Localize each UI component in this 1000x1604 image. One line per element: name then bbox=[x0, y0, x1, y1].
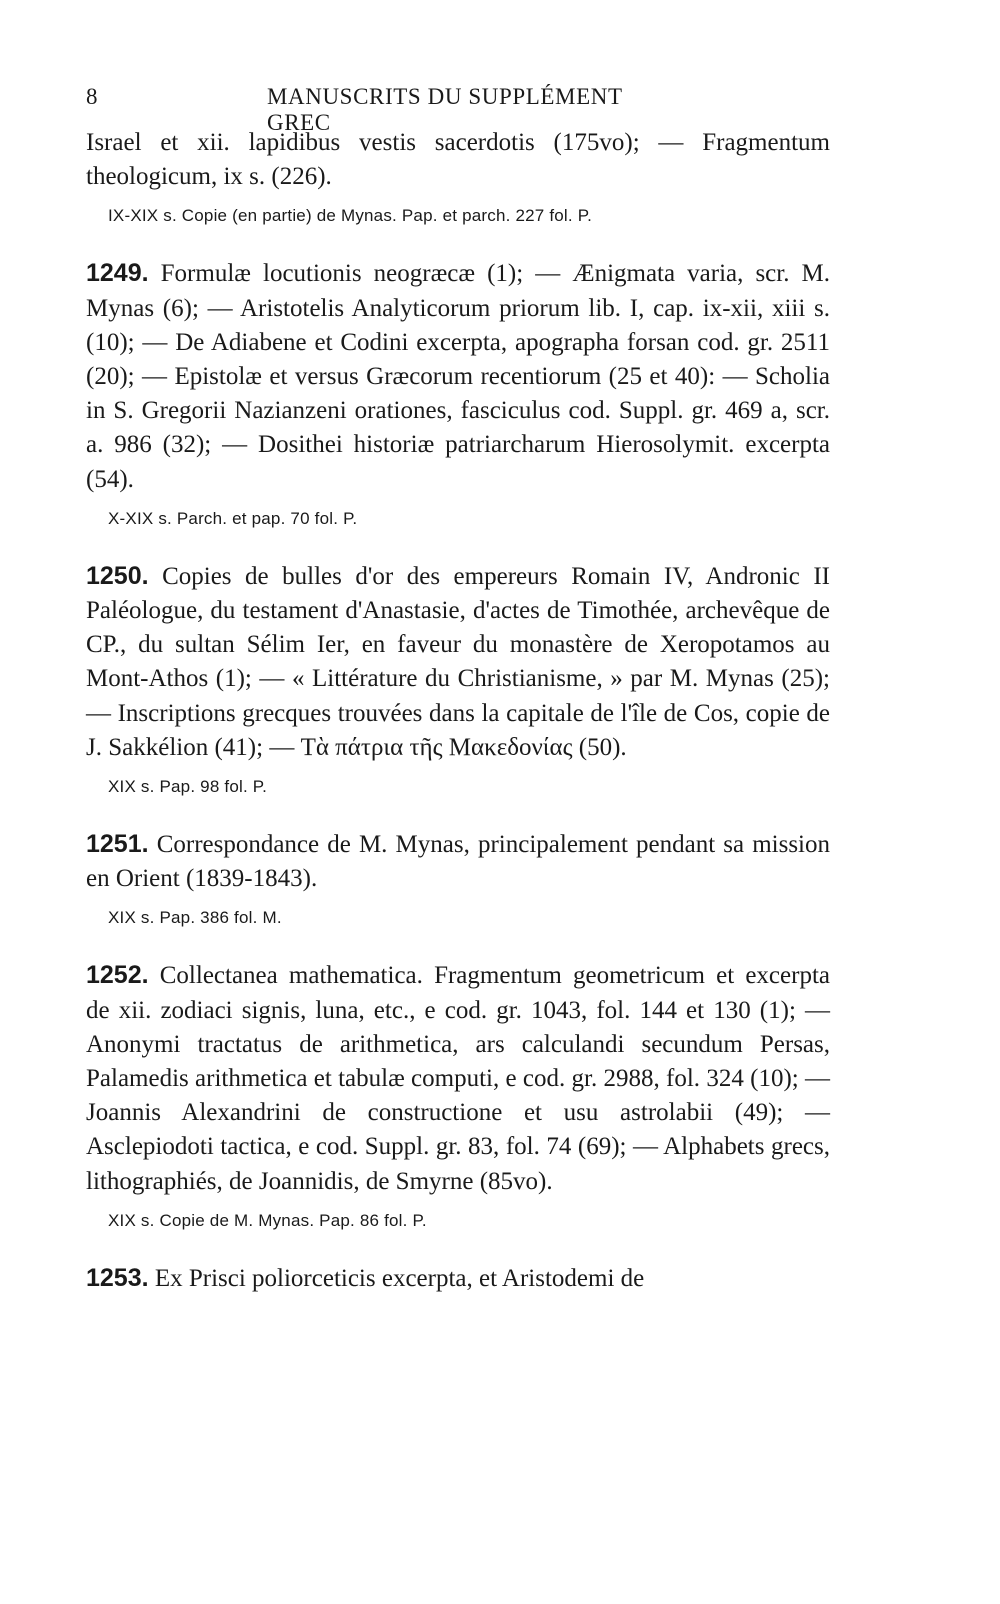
catalogue-entry-1250 bbox=[86, 559, 830, 765]
continuation-description: IX-XIX s. Copie (en partie) de Mynas. Pap. et parch. 227 fol. P. bbox=[108, 206, 593, 226]
entry-description: X-XIX s. Parch. et pap. 70 fol. P. bbox=[108, 508, 358, 528]
page-number: 8 bbox=[86, 84, 99, 109]
entry-number: 1253. bbox=[86, 1263, 149, 1292]
catalogue-entry-1252 bbox=[86, 958, 830, 1198]
entry-text: Formulæ locutionis neogræcæ (1); — Ænigmata varia, scr. M. Mynas (6); — Aristotelis Analyticorum priorum lib. I, cap. ix-xii, xiii s. (10); — De Adiabene et Codini excerpta, apographa forsan cod. gr. 2511 (20); — Epistolæ et versus Græcorum recentiorum (25 et 40): — Scholia in S. Gregorii Nazianzeni orationes, fasciculus cod. Suppl. gr. 469 a, scr. a. 986 (32); — Dosithei historiæ patriarcharum Hierosolymit. excerpta (54). bbox=[86, 260, 831, 493]
entry-text: Ex Prisci poliorceticis excerpta, et Aristodemi de bbox=[154, 1264, 645, 1292]
entry-number: 1252. bbox=[86, 961, 149, 990]
catalogue-body bbox=[86, 126, 830, 1296]
entry-description: XIX s. Pap. 98 fol. P. bbox=[108, 777, 268, 797]
entry-number: 1250. bbox=[86, 561, 149, 590]
entry-text: Correspondance de M. Mynas, principalement pendant sa mission en Orient (1839-1843). bbox=[86, 831, 830, 893]
entry-number: 1249. bbox=[86, 259, 149, 288]
catalogue-entry-1253 bbox=[86, 1261, 830, 1296]
entry-number: 1251. bbox=[86, 830, 149, 859]
entry-description: XIX s. Copie de M. Mynas. Pap. 86 fol. P. bbox=[108, 1210, 427, 1230]
entry-description: XIX s. Pap. 386 fol. M. bbox=[108, 908, 282, 928]
entry-text: Collectanea mathematica. Fragmentum geometricum et excerpta de xii. zodiaci signis, luna, etc., e cod. gr. 1043, fol. 144 et 130 (1); — Anonymi tractatus de arithmetica, ars calculandi secundum Persas, Palamedis arithmetica et tabulæ computi, e cod. gr. 2988, fol. 324 (10); — Joannis Alexandrini de constructione et usu astrolabii (49); — Asclepiodoti tactica, e cod. Suppl. gr. 83, fol. 74 (69); — Alphabets grecs, lithographiés, de Joannidis, de Smyrne (85vo). bbox=[86, 962, 830, 1195]
catalogue-entry-1251 bbox=[86, 827, 830, 896]
running-title: MANUSCRITS DU SUPPLÉMENT GREC bbox=[267, 84, 623, 135]
continuation-text: Israel et xii. lapidibus vestis sacerdotis (175vo); — Fragmentum theologicum, ix s. (226). bbox=[86, 129, 830, 191]
catalogue-entry-1249 bbox=[86, 256, 830, 496]
entry-text: Copies de bulles d'or des empereurs Romain IV, Andronic II Paléologue, du testament d'Anastasie, d'actes de Timothée, archevêque de CP., du sultan Sélim Ier, en faveur du monastère de Xeropotamos au Mont-Athos (1); — « Littérature du Christianisme, » par M. Mynas (25); — Inscriptions grecques trouvées dans la capitale de l'île de Cos, copie de J. Sakkélion (41); — Τὰ πάτρια τῆς Μακεδονίας (50). bbox=[86, 562, 830, 761]
